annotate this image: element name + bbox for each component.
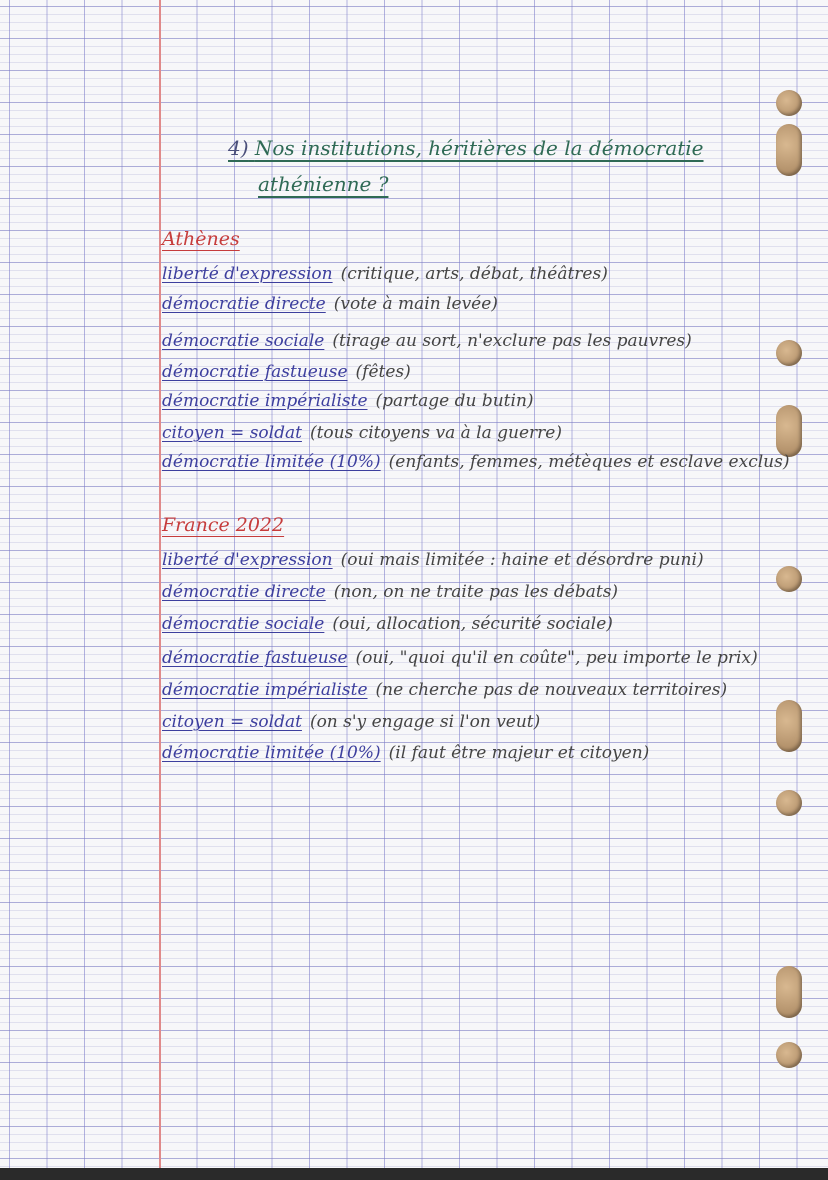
list-item bbox=[162, 648, 758, 668]
item-term: démocratie limitée (10%) bbox=[162, 743, 381, 763]
binder-hole bbox=[776, 124, 802, 176]
item-note: (enfants, femmes, métèques et esclave exclus) bbox=[388, 452, 790, 472]
list-item bbox=[162, 264, 608, 284]
item-note: (oui mais limitée : haine et désordre puni) bbox=[340, 550, 704, 570]
item-note: (il faut être majeur et citoyen) bbox=[388, 743, 650, 763]
binder-hole bbox=[776, 340, 802, 366]
item-term: démocratie impérialiste bbox=[162, 680, 368, 700]
item-term: démocratie sociale bbox=[162, 614, 325, 634]
section-heading-france: France 2022 bbox=[162, 514, 285, 536]
binder-hole bbox=[776, 790, 802, 816]
list-item bbox=[162, 712, 540, 732]
item-note: (on s'y engage si l'on veut) bbox=[309, 712, 541, 732]
item-term: démocratie impérialiste bbox=[162, 391, 368, 411]
binder-hole bbox=[776, 966, 802, 1018]
title-text: Nos institutions, héritières de la démocratie bbox=[254, 136, 704, 160]
item-note: (tous citoyens va à la guerre) bbox=[309, 423, 562, 443]
item-term: citoyen = soldat bbox=[162, 712, 302, 732]
list-item bbox=[162, 391, 534, 411]
item-term: démocratie fastueuse bbox=[162, 648, 348, 668]
item-note: (fêtes) bbox=[355, 362, 411, 382]
item-note: (ne cherche pas de nouveaux territoires) bbox=[375, 680, 728, 700]
item-term: liberté d'expression bbox=[162, 550, 333, 570]
binder-hole bbox=[776, 566, 802, 592]
title-number: 4) bbox=[228, 136, 249, 160]
list-item bbox=[162, 362, 411, 382]
item-term: démocratie directe bbox=[162, 294, 326, 314]
item-note: (partage du butin) bbox=[375, 391, 534, 411]
item-term: démocratie fastueuse bbox=[162, 362, 348, 382]
list-item bbox=[162, 550, 704, 570]
item-note: (tirage au sort, n'exclure pas les pauvres) bbox=[332, 331, 692, 351]
binder-hole bbox=[776, 1042, 802, 1068]
item-note: (oui, allocation, sécurité sociale) bbox=[332, 614, 613, 634]
list-item bbox=[162, 452, 789, 472]
item-term: citoyen = soldat bbox=[162, 423, 302, 443]
margin-line bbox=[159, 0, 161, 1168]
item-note: (oui, "quoi qu'il en coûte", peu importe le prix) bbox=[355, 648, 758, 668]
binder-hole bbox=[776, 90, 802, 116]
item-term: liberté d'expression bbox=[162, 264, 333, 284]
list-item bbox=[162, 582, 618, 602]
item-term: démocratie sociale bbox=[162, 331, 325, 351]
item-note: (vote à main levée) bbox=[333, 294, 498, 314]
binder-hole bbox=[776, 700, 802, 752]
page-title-line1 bbox=[228, 136, 704, 160]
binder-hole bbox=[776, 405, 802, 457]
item-note: (critique, arts, débat, théâtres) bbox=[340, 264, 608, 284]
item-term: démocratie directe bbox=[162, 582, 326, 602]
list-item bbox=[162, 423, 562, 443]
page-title-line2: athénienne ? bbox=[258, 172, 389, 196]
item-note: (non, on ne traite pas les débats) bbox=[333, 582, 619, 602]
list-item bbox=[162, 331, 692, 351]
list-item bbox=[162, 743, 649, 763]
item-term: démocratie limitée (10%) bbox=[162, 452, 381, 472]
section-heading-athenes: Athènes bbox=[162, 228, 240, 250]
list-item bbox=[162, 614, 613, 634]
list-item bbox=[162, 294, 498, 314]
list-item bbox=[162, 680, 727, 700]
